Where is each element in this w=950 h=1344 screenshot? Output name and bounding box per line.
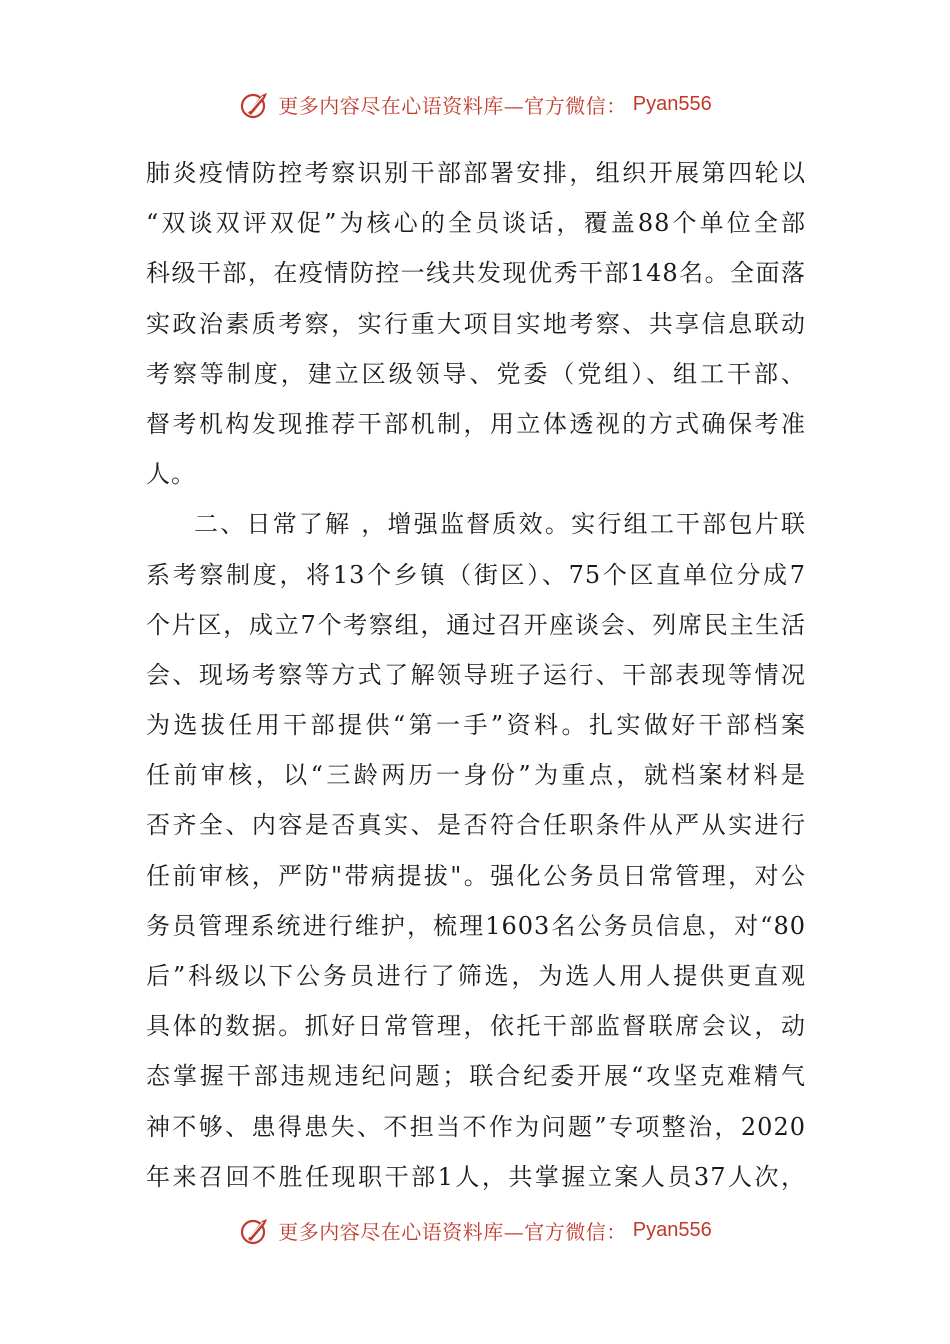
document-body [146, 148, 806, 1202]
body-line: 具体的数据。抓好日常管理，依托干部监督联席会议，动 [146, 1012, 806, 1041]
pen-nib-circle-icon [238, 87, 272, 121]
header-banner-text: 更多内容尽在心语资料库—官方微信： [278, 93, 627, 118]
footer-banner [0, 1208, 950, 1252]
body-line: 肺炎疫情防控考察识别干部部署安排，组织开展第四轮以 [146, 159, 806, 187]
footer-wechat-id: Pyan556 [632, 1218, 712, 1241]
body-line: 个片区，成立7个考察组，通过召开座谈会、列席民主生活 [146, 610, 806, 639]
body-line: 考察等制度，建立区级领导、党委（党组）、组工干部、 [146, 359, 806, 388]
body-line: 务员管理系统进行维护，梳理1603名公务员信息，对“80 [146, 911, 806, 940]
header-banner [0, 82, 950, 126]
body-line: “双谈双评双促”为核心的全员谈话，覆盖88个单位全部 [146, 209, 806, 238]
header-wechat-id: Pyan556 [632, 92, 712, 115]
footer-banner-text: 更多内容尽在心语资料库—官方微信： [278, 1219, 627, 1244]
body-line: 为选拔任用干部提供“第一手”资料。扎实做好干部档案 [146, 711, 806, 740]
body-line: 态掌握干部违规违纪问题；联合纪委开展“攻坚克难精气 [146, 1062, 806, 1091]
section-heading-line: 二、日常了解 ，增强监督质效。实行组工干部包片联 [194, 510, 806, 539]
body-line: 任前审核，严防"带病提拔"。强化公务员日常管理，对公 [146, 861, 806, 890]
body-line: 督考机构发现推荐干部机制，用立体透视的方式确保考准 [146, 409, 806, 438]
body-line: 系考察制度，将13个乡镇（街区）、75个区直单位分成7 [146, 560, 806, 589]
body-line: 实政治素质考察，实行重大项目实地考察、共享信息联动 [146, 309, 806, 338]
body-line: 否齐全、内容是否真实、是否符合任职条件从严从实进行 [146, 811, 806, 840]
body-line: 神不够、患得患失、不担当不作为问题”专项整治，2020 [146, 1112, 806, 1141]
body-line: 人。 [146, 460, 196, 489]
pen-nib-circle-icon [238, 1213, 272, 1247]
body-line: 科级干部，在疫情防控一线共发现优秀干部148名。全面落 [146, 259, 806, 288]
body-line: 年来召回不胜任现职干部1人，共掌握立案人员37人次， [146, 1162, 806, 1191]
body-line: 会、现场考察等方式了解领导班子运行、干部表现等情况 [146, 660, 806, 689]
body-line: 任前审核，以“三龄两历一身份”为重点，就档案材料是 [146, 761, 806, 790]
body-line: 后”科级以下公务员进行了筛选，为选人用人提供更直观 [146, 962, 806, 990]
